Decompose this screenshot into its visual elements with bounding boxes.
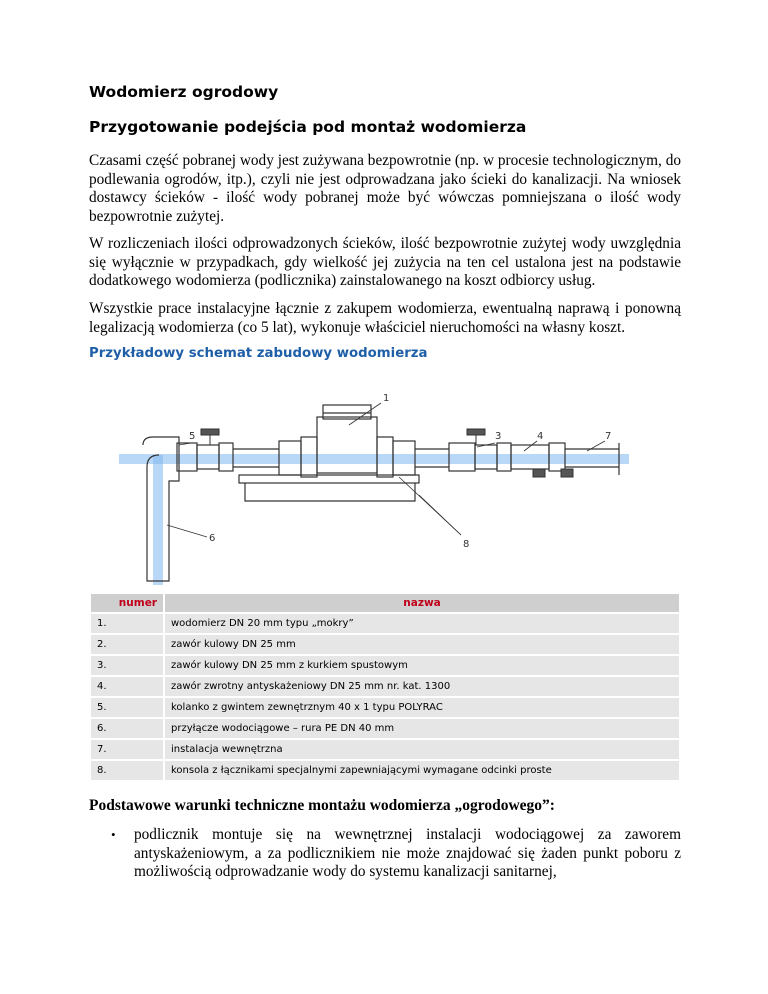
legend-name: zawór kulowy DN 25 mm xyxy=(165,635,679,654)
legend-name: konsola z łącznikami specjalnymi zapewniającymi wymagane odcinki proste xyxy=(165,761,679,780)
legend-name: przyłącze wodociągowe – rura PE DN 40 mm xyxy=(165,719,679,738)
callout-1: 1 xyxy=(383,393,390,404)
conditions-heading: Podstawowe warunki techniczne montażu wodomierza „ogrodowego”: xyxy=(89,797,555,814)
legend-name: zawór zwrotny antyskażeniowy DN 25 mm nr. kat. 1300 xyxy=(165,677,679,696)
table-row xyxy=(91,761,679,780)
callout-5: 5 xyxy=(189,431,196,442)
bullet-icon: • xyxy=(111,827,116,842)
legend-name: kolanko z gwintem zewnętrznym 40 x 1 typu POLYRAC xyxy=(165,698,679,717)
table-row xyxy=(91,656,679,675)
callout-3: 3 xyxy=(495,431,502,442)
callout-7: 7 xyxy=(605,431,612,442)
list-item xyxy=(89,826,681,882)
table-row xyxy=(91,614,679,633)
legend-header-row xyxy=(91,594,679,612)
table-row xyxy=(91,635,679,654)
console-bracket xyxy=(239,475,419,501)
paragraph-costs: Wszystkie prace instalacyjne łącznie z zakupem wodomierza, ewentualną naprawą i ponowną legalizacją wodomierza (co 5 lat), wykonuje właściciel nieruchomości na własny koszt. xyxy=(89,300,681,336)
table-row xyxy=(91,698,679,717)
section-title: Przygotowanie podejścia pod montaż wodomierza xyxy=(89,118,527,136)
valve-handles xyxy=(201,429,573,477)
condition-text: podlicznik montuje się na wewnętrznej instalacji wodociągowej za zaworem antyskażeniowym, a za podlicznikiem nie może znajdować się żaden punkt poboru z możliwością odprowadzanie wody do systemu kanalizacji sanitarnej, xyxy=(134,826,681,880)
legend-num: 1. xyxy=(91,614,163,633)
paragraph-intro: Czasami część pobranej wody jest zużywana bezpowrotnie (np. w procesie technologicznym, do podlewania ogrodów, itp.), czyli nie jest odprowadzana jako ścieki do kanalizacji. Na wniosek dostawcy ścieków - ilość wody pobranej może być wówczas pomniejszana o ilość wody bezpowrotnie zużytej. xyxy=(89,152,681,225)
callout-6: 6 xyxy=(209,533,216,544)
legend-num: 5. xyxy=(91,698,163,717)
legend-num: 2. xyxy=(91,635,163,654)
pipe-highlight-vertical xyxy=(153,455,163,585)
legend-num: 4. xyxy=(91,677,163,696)
table-row xyxy=(91,677,679,696)
callout-8: 8 xyxy=(463,539,470,550)
installation-diagram xyxy=(119,385,639,585)
legend-name: zawór kulowy DN 25 mm z kurkiem spustowym xyxy=(165,656,679,675)
table-row xyxy=(91,719,679,738)
legend-header-number: numer xyxy=(91,594,163,612)
legend-table xyxy=(89,592,681,782)
legend-num: 6. xyxy=(91,719,163,738)
pipe-highlight-horizontal xyxy=(119,454,629,464)
diagram-heading: Przykładowy schemat zabudowy wodomierza xyxy=(89,346,428,361)
page-title: Wodomierz ogrodowy xyxy=(89,83,279,101)
legend-header-name: nazwa xyxy=(165,594,679,612)
legend-name: wodomierz DN 20 mm typu „mokry” xyxy=(165,614,679,633)
legend-num: 8. xyxy=(91,761,163,780)
paragraph-settlement: W rozliczeniach ilości odprowadzonych ścieków, ilość bezpowrotnie zużytej wody uwzględnia się wyłącznie w przypadkach, gdy wielkość jej zużycia na ten cel ustalona jest na podstawie dodatkowego wodomierza (podlicznika) zainstalowanego na koszt odbiorcy usług. xyxy=(89,235,681,289)
table-row xyxy=(91,740,679,759)
legend-name: instalacja wewnętrzna xyxy=(165,740,679,759)
legend-num: 7. xyxy=(91,740,163,759)
legend-num: 3. xyxy=(91,656,163,675)
callout-4: 4 xyxy=(537,431,544,442)
conditions-list xyxy=(89,826,681,882)
